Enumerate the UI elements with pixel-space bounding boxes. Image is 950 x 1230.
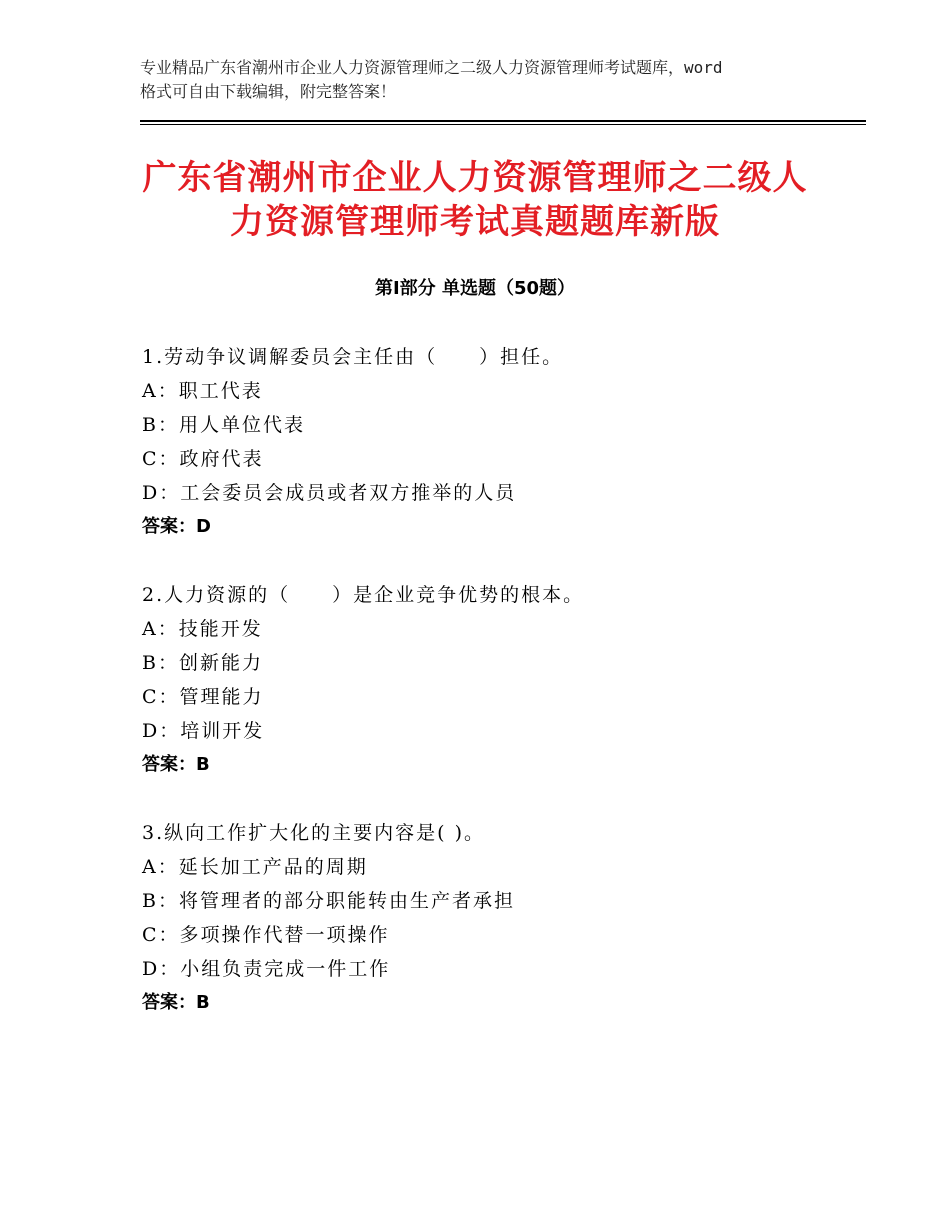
header-note-line-2: 格式可自由下载编辑，附完整答案！ xyxy=(140,82,397,101)
option-d: D：小组负责完成一件工作 xyxy=(142,958,391,980)
option-a: A：职工代表 xyxy=(142,380,263,402)
option-b: B：将管理者的部分职能转由生产者承担 xyxy=(142,890,515,912)
answer: 答案：B xyxy=(142,754,210,775)
answer: 答案：B xyxy=(142,992,210,1013)
question-list xyxy=(142,340,862,1054)
question-stem: 2.人力资源的（ ）是企业竞争优势的根本。 xyxy=(142,584,585,606)
header-note xyxy=(140,56,830,104)
question-2 xyxy=(142,578,862,782)
document-title-line-1: 广东省潮州市企业人力资源管理师之二级人 xyxy=(142,158,808,198)
option-d: D：工会委员会成员或者双方推举的人员 xyxy=(142,482,517,504)
option-c: C：多项操作代替一项操作 xyxy=(142,924,390,946)
option-d: D：培训开发 xyxy=(142,720,265,742)
option-a: A：延长加工产品的周期 xyxy=(142,856,368,878)
question-3 xyxy=(142,816,862,1020)
option-b: B：创新能力 xyxy=(142,652,263,674)
question-stem: 1.劳动争议调解委员会主任由（ ）担任。 xyxy=(142,346,564,368)
option-c: C：政府代表 xyxy=(142,448,264,470)
header-divider-thin xyxy=(140,124,866,125)
option-a: A：技能开发 xyxy=(142,618,263,640)
question-1 xyxy=(142,340,862,544)
option-c: C：管理能力 xyxy=(142,686,264,708)
header-note-line-1: 专业精品广东省潮州市企业人力资源管理师之二级人力资源管理师考试题库，word xyxy=(140,58,723,77)
header-divider-thick xyxy=(140,120,866,122)
answer: 答案：D xyxy=(142,516,211,537)
option-b: B：用人单位代表 xyxy=(142,414,305,436)
document-title xyxy=(120,156,830,244)
document-title-line-2: 力资源管理师考试真题题库新版 xyxy=(230,202,720,242)
section-title: 第Ⅰ部分 单选题（50题） xyxy=(374,278,575,299)
question-stem: 3.纵向工作扩大化的主要内容是( )。 xyxy=(142,822,485,844)
